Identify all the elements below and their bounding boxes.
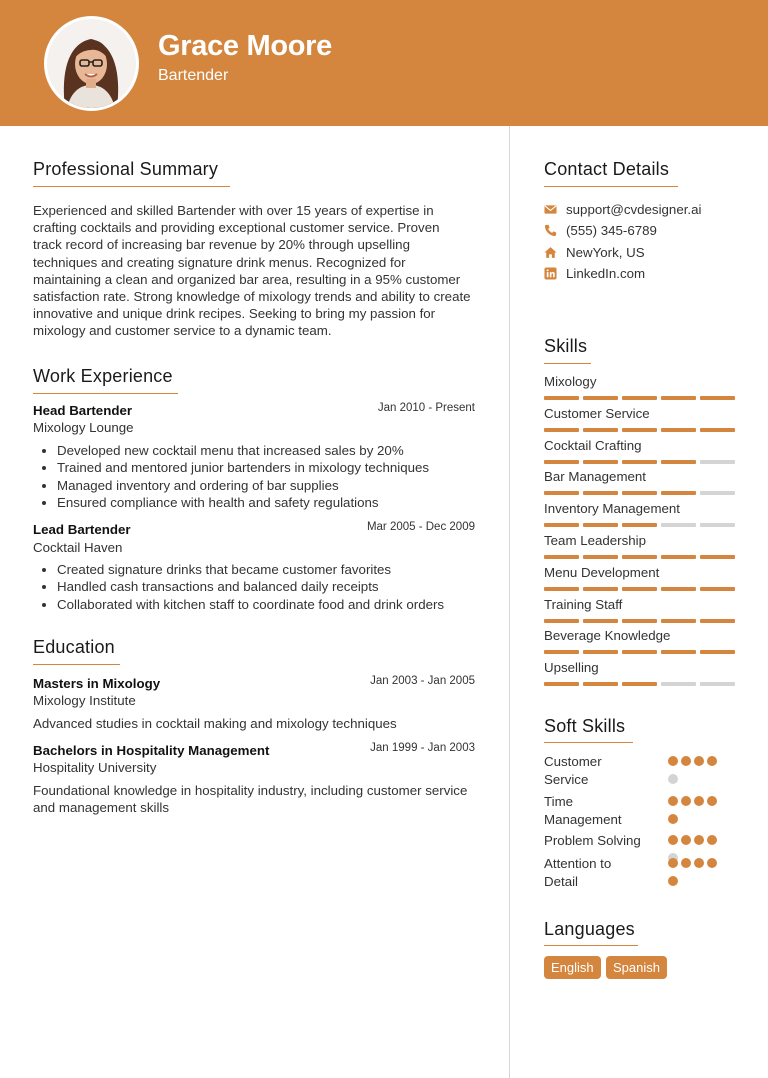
section-title-education: Education bbox=[33, 637, 115, 657]
section-underline bbox=[544, 742, 633, 743]
soft-skill-name-line: Detail bbox=[544, 873, 578, 889]
education-description bbox=[33, 715, 397, 732]
education-dates: Jan 2003 - Jan 2005 bbox=[370, 675, 475, 687]
section-title-skills: Skills bbox=[544, 336, 588, 356]
skill-level-segment bbox=[583, 396, 618, 400]
description-line: and management skills bbox=[33, 800, 169, 816]
skill-level-bar bbox=[544, 491, 735, 495]
job-title: Head Bartender bbox=[33, 403, 133, 418]
language-badge: English bbox=[544, 956, 601, 979]
list-item: Developed new cocktail menu that increased sales by 20% bbox=[33, 442, 429, 459]
skill-level-segment bbox=[583, 428, 618, 432]
list-item: Trained and mentored junior bartenders in mixology techniques bbox=[33, 459, 429, 476]
job-title: Lead Bartender bbox=[33, 522, 131, 537]
skill-level-segment bbox=[544, 555, 579, 559]
language-badge: Spanish bbox=[606, 956, 667, 979]
rating-dot bbox=[694, 756, 704, 766]
section-underline bbox=[544, 363, 591, 364]
section-underline bbox=[33, 393, 178, 394]
job-company: Mixology Lounge bbox=[33, 420, 134, 435]
rating-dot bbox=[707, 835, 717, 845]
rating-dot bbox=[707, 796, 717, 806]
candidate-name: Grace Moore bbox=[158, 30, 332, 62]
skill-level-segment bbox=[622, 428, 657, 432]
skill-level-segment bbox=[544, 523, 579, 527]
profile-photo bbox=[44, 16, 139, 111]
skill-level-bar bbox=[544, 523, 735, 527]
skill-level-segment bbox=[700, 555, 735, 559]
skill-level-segment bbox=[622, 491, 657, 495]
home-icon bbox=[544, 246, 557, 259]
skill-name: Bar Management bbox=[544, 469, 646, 485]
contact-location bbox=[544, 243, 645, 261]
contact-text: (555) 345-6789 bbox=[566, 222, 657, 238]
skill-level-segment bbox=[544, 650, 579, 654]
skill-level-segment bbox=[700, 682, 735, 686]
rating-dot bbox=[668, 756, 678, 766]
soft-skill-name bbox=[544, 855, 654, 890]
degree-title: Masters in Mixology bbox=[33, 676, 161, 691]
resume-header bbox=[0, 0, 768, 126]
school-name: Mixology Institute bbox=[33, 693, 136, 708]
skill-level-segment bbox=[622, 650, 657, 654]
contact-text: LinkedIn.com bbox=[566, 265, 646, 281]
job-dates: Mar 2005 - Dec 2009 bbox=[366, 521, 475, 533]
skill-level-segment bbox=[661, 460, 696, 464]
skill-level-segment bbox=[583, 650, 618, 654]
skill-name: Cocktail Crafting bbox=[544, 437, 642, 453]
skill-level-segment bbox=[700, 523, 735, 527]
list-item: Managed inventory and ordering of bar supplies bbox=[33, 477, 429, 494]
rating-dot bbox=[668, 814, 678, 824]
skill-name: Team Leadership bbox=[544, 533, 647, 548]
rating-dot bbox=[668, 796, 678, 806]
rating-dot bbox=[668, 858, 678, 868]
skill-level-bar bbox=[544, 650, 735, 654]
skill-level-bar bbox=[544, 396, 735, 400]
skill-name: Training Staff bbox=[544, 596, 623, 612]
summary-line: satisfaction rate. Strong knowledge of mixology trends and ability to create bbox=[33, 289, 471, 305]
contact-email[interactable] bbox=[544, 200, 701, 218]
skill-level-segment bbox=[700, 460, 735, 464]
skill-level-segment bbox=[622, 587, 657, 591]
skill-level-segment bbox=[661, 396, 696, 400]
soft-skill-name bbox=[544, 832, 654, 850]
skill-level-segment bbox=[661, 555, 696, 559]
education-dates: Jan 1999 - Jan 2003 bbox=[370, 742, 475, 754]
job-dates: Jan 2010 - Present bbox=[377, 402, 475, 414]
skill-name: Upselling bbox=[544, 660, 599, 676]
column-divider bbox=[509, 126, 510, 1078]
job-bullets bbox=[33, 442, 429, 512]
degree-title: Bachelors in Hospitality Management bbox=[33, 743, 270, 758]
skill-name: Mixology bbox=[544, 374, 597, 389]
summary-line: techniques and creating signature drink menus. Recognized for bbox=[33, 254, 406, 270]
envelope-icon bbox=[544, 203, 557, 216]
skill-level-segment bbox=[700, 619, 735, 623]
description-line: Foundational knowledge in hospitality industry, including customer service bbox=[33, 783, 468, 798]
skill-level-segment bbox=[544, 619, 579, 623]
summary-line: maintaining a clean and organized bar area, resulting in a 95% customer bbox=[33, 271, 461, 287]
skill-level-segment bbox=[661, 587, 696, 591]
skill-level-segment bbox=[583, 587, 618, 591]
rating-dot bbox=[668, 876, 678, 886]
skill-level-segment bbox=[544, 491, 579, 495]
rating-dot bbox=[707, 756, 717, 766]
rating-dot bbox=[694, 796, 704, 806]
skill-level-segment bbox=[544, 682, 579, 686]
rating-dot bbox=[681, 835, 691, 845]
candidate-role: Bartender bbox=[158, 67, 229, 84]
soft-skill-name-line: Management bbox=[544, 811, 622, 827]
skill-level-segment bbox=[583, 460, 618, 464]
job-bullets bbox=[33, 561, 444, 613]
contact-phone[interactable] bbox=[544, 221, 657, 239]
list-item: Created signature drinks that became customer favorites bbox=[33, 561, 444, 578]
skill-level-bar bbox=[544, 587, 735, 591]
skill-level-segment bbox=[661, 682, 696, 686]
skill-level-bar bbox=[544, 555, 735, 559]
skill-level-segment bbox=[700, 587, 735, 591]
skill-level-segment bbox=[661, 650, 696, 654]
rating-dot bbox=[694, 858, 704, 868]
skill-level-segment bbox=[661, 619, 696, 623]
contact-text: NewYork, US bbox=[566, 244, 645, 260]
skill-name: Beverage Knowledge bbox=[544, 628, 671, 644]
skill-level-bar bbox=[544, 619, 735, 623]
skill-level-bar bbox=[544, 460, 735, 464]
skill-level-segment bbox=[661, 428, 696, 432]
skill-level-segment bbox=[700, 491, 735, 495]
rating-dot bbox=[668, 774, 678, 784]
soft-skill-name-line: Problem Solving bbox=[544, 833, 641, 848]
skill-level-segment bbox=[700, 396, 735, 400]
rating-dot bbox=[681, 796, 691, 806]
skill-level-segment bbox=[583, 491, 618, 495]
job-company: Cocktail Haven bbox=[33, 540, 123, 555]
section-underline bbox=[544, 945, 638, 946]
section-title-contact: Contact Details bbox=[544, 159, 670, 179]
list-item: Collaborated with kitchen staff to coordinate food and drink orders bbox=[33, 596, 444, 613]
summary-text bbox=[33, 202, 471, 340]
contact-linkedin[interactable] bbox=[544, 264, 645, 282]
skill-level-bar bbox=[544, 428, 735, 432]
summary-line: crafting cocktails and providing exceptional customer service. Proven bbox=[33, 220, 440, 236]
rating-dot bbox=[681, 756, 691, 766]
soft-skill-name-line: Time bbox=[544, 794, 574, 809]
rating-dot bbox=[694, 835, 704, 845]
skill-level-segment bbox=[544, 396, 579, 400]
description-line: Advanced studies in cocktail making and mixology techniques bbox=[33, 716, 397, 731]
skill-level-segment bbox=[700, 650, 735, 654]
skill-level-segment bbox=[622, 682, 657, 686]
section-title-work: Work Experience bbox=[33, 366, 173, 386]
person-portrait-icon bbox=[47, 19, 136, 108]
soft-skill-name-line: Service bbox=[544, 771, 589, 787]
skill-level-segment bbox=[544, 587, 579, 591]
section-underline bbox=[33, 664, 120, 665]
skill-level-segment bbox=[583, 619, 618, 623]
skill-level-bar bbox=[544, 682, 735, 686]
list-item: Ensured compliance with health and safety regulations bbox=[33, 494, 429, 511]
summary-line: innovative and unique drink recipes. Seeking to bring my passion for bbox=[33, 306, 436, 322]
skill-level-segment bbox=[622, 523, 657, 527]
skill-level-segment bbox=[622, 555, 657, 559]
linkedin-icon bbox=[544, 267, 557, 280]
skill-level-segment bbox=[544, 460, 579, 464]
school-name: Hospitality University bbox=[33, 760, 157, 775]
skill-name: Customer Service bbox=[544, 405, 650, 421]
skill-level-segment bbox=[622, 460, 657, 464]
soft-skill-name-line: Customer bbox=[544, 754, 602, 769]
skill-level-segment bbox=[700, 428, 735, 432]
rating-dot bbox=[681, 858, 691, 868]
skill-level-segment bbox=[583, 682, 618, 686]
education-description bbox=[33, 782, 467, 816]
contact-text: support@cvdesigner.ai bbox=[566, 201, 702, 217]
summary-line: Experienced and skilled Bartender with over 15 years of expertise in bbox=[33, 203, 434, 218]
section-underline bbox=[544, 186, 678, 187]
section-title-languages: Languages bbox=[544, 919, 635, 939]
skill-name: Menu Development bbox=[544, 564, 660, 580]
skill-level-segment bbox=[622, 396, 657, 400]
soft-skill-name-line: Attention to bbox=[544, 856, 612, 871]
skill-level-segment bbox=[622, 619, 657, 623]
skill-level-segment bbox=[661, 491, 696, 495]
rating-dot bbox=[707, 858, 717, 868]
section-title-soft-skills: Soft Skills bbox=[544, 716, 626, 736]
list-item: Handled cash transactions and balanced daily receipts bbox=[33, 578, 444, 595]
soft-skill-name bbox=[544, 753, 654, 788]
soft-skill-name bbox=[544, 793, 654, 828]
skill-level-segment bbox=[583, 523, 618, 527]
summary-line: mixology and customer service to a dynamic team. bbox=[33, 323, 332, 339]
summary-line: track record of increasing bar revenue by 20% through upselling bbox=[33, 237, 410, 253]
rating-dot bbox=[668, 835, 678, 845]
skill-name: Inventory Management bbox=[544, 501, 681, 517]
skill-level-segment bbox=[583, 555, 618, 559]
skill-level-segment bbox=[661, 523, 696, 527]
skill-level-segment bbox=[544, 428, 579, 432]
section-title-summary: Professional Summary bbox=[33, 159, 219, 179]
section-underline bbox=[33, 186, 230, 187]
phone-icon bbox=[544, 224, 557, 237]
